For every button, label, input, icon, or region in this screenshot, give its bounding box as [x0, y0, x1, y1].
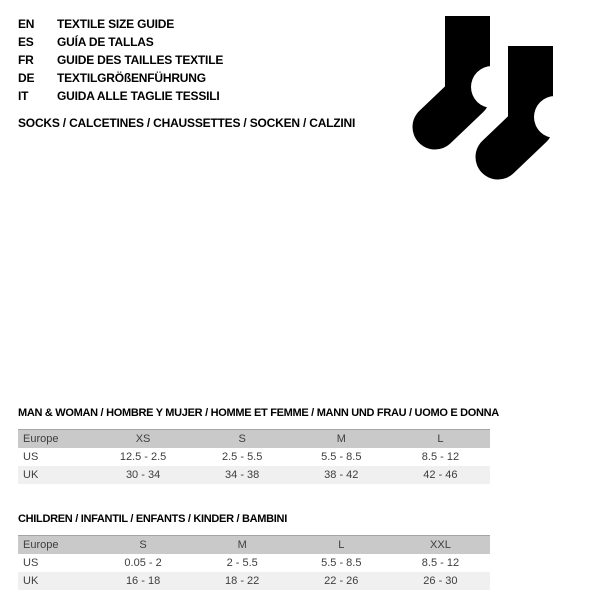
language-code: ES [18, 35, 34, 49]
language-list [18, 15, 223, 105]
size-cell: 0.05 - 2 [124, 556, 162, 569]
header-cell-size: XXL [430, 538, 451, 551]
region-cell: UK [23, 574, 39, 587]
language-row-de [18, 69, 223, 87]
region-cell: US [23, 450, 39, 463]
size-cell: 26 - 30 [423, 574, 458, 587]
language-label: GUÍA DE TALLAS [57, 35, 154, 49]
header-cell-size: L [338, 538, 345, 551]
size-table [18, 535, 490, 590]
language-code: EN [18, 17, 35, 31]
table-title-children: CHILDREN / INFANTIL / ENFANTS / KINDER / BAMBINI [18, 513, 287, 525]
language-code: DE [18, 71, 35, 85]
language-label: GUIDA ALLE TAGLIE TESSILI [57, 89, 220, 103]
region-cell: US [23, 556, 39, 569]
language-row-fr [18, 51, 223, 69]
size-cell: 5.5 - 8.5 [321, 450, 362, 463]
table-row-uk [18, 572, 490, 590]
category-title: SOCKS / CALCETINES / CHAUSSETTES / SOCKEN / CALZINI [18, 116, 356, 130]
size-cell: 38 - 42 [324, 468, 359, 481]
language-label: GUIDE DES TAILLES TEXTILE [57, 53, 224, 67]
size-table [18, 429, 490, 484]
socks-icon [402, 10, 562, 185]
size-cell: 8.5 - 12 [421, 556, 460, 569]
header-cell-size: XS [135, 432, 151, 445]
size-cell: 5.5 - 8.5 [321, 556, 362, 569]
language-label: TEXTILE SIZE GUIDE [57, 17, 175, 31]
header-cell-size: M [336, 432, 346, 445]
header-cell-region: Europe [23, 538, 59, 551]
sock-back [435, 16, 513, 127]
header-cell-size: L [437, 432, 444, 445]
table-header-row [18, 536, 490, 554]
size-cell: 12.5 - 2.5 [119, 450, 167, 463]
language-label: TEXTILGRÖßENFÜHRUNG [57, 71, 206, 85]
size-cell: 2 - 5.5 [226, 556, 258, 569]
table-row-uk [18, 466, 490, 484]
region-cell: UK [23, 468, 39, 481]
size-table-man-woman [18, 406, 499, 484]
header-cell-region: Europe [23, 432, 59, 445]
size-table-children [18, 512, 490, 590]
size-cell: 22 - 26 [324, 574, 359, 587]
header-cell-size: S [238, 432, 246, 445]
size-cell: 8.5 - 12 [421, 450, 460, 463]
size-cell: 2.5 - 5.5 [222, 450, 263, 463]
table-row-us [18, 554, 490, 572]
language-row-it [18, 87, 223, 105]
size-cell: 16 - 18 [125, 574, 161, 587]
language-row-es [18, 33, 223, 51]
size-cell: 18 - 22 [225, 574, 260, 587]
table-header-row [18, 430, 490, 448]
size-cell: 42 - 46 [423, 468, 458, 481]
size-cell: 30 - 34 [125, 468, 161, 481]
table-row-us [18, 448, 490, 466]
language-code: FR [18, 53, 34, 67]
language-code: IT [18, 89, 29, 103]
table-title-man-woman: MAN & WOMAN / HOMBRE Y MUJER / HOMME ET FEMME / MANN UND FRAU / UOMO E DONNA [18, 407, 499, 419]
header-cell-size: M [237, 538, 247, 551]
language-row-en [18, 15, 223, 33]
size-cell: 34 - 38 [225, 468, 260, 481]
header-cell-size: S [139, 538, 147, 551]
